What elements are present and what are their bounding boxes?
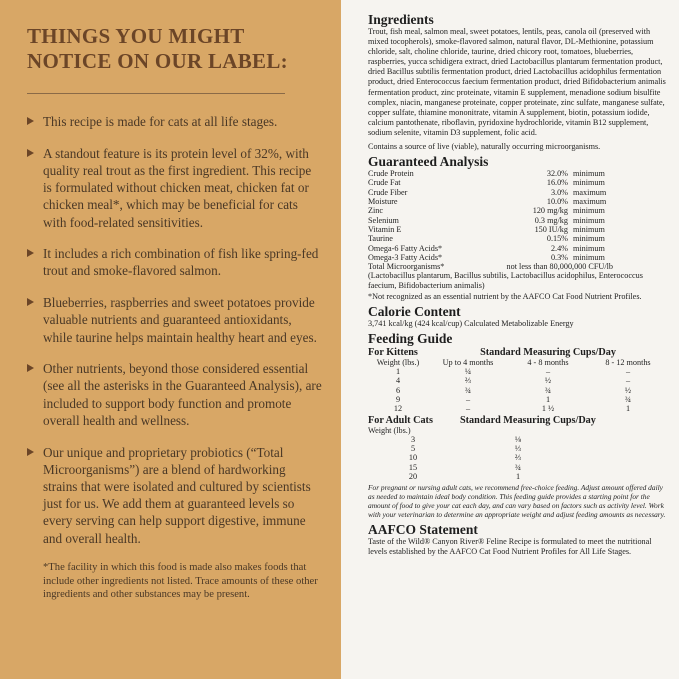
ga-qualifier: minimum <box>573 169 605 179</box>
weight-cell: 15 <box>408 462 418 472</box>
ga-nutrient: Crude Protein <box>368 169 414 179</box>
ga-value: 120 mg/kg <box>532 206 568 216</box>
ga-nutrient: Zinc <box>368 206 384 216</box>
cups-cell: ¼ <box>464 367 472 377</box>
ga-nutrient: Selenium <box>368 215 399 225</box>
title-line-1: THINGS YOU MIGHT <box>27 24 245 48</box>
aafco-statement-text: Taste of the Wild® Canyon River® Feline Recipe is formulated to meet the nutritional levels established by the AAFCO Cat Food Nutrient Profiles for All Life Stages. <box>368 536 652 557</box>
cups-cell: – <box>545 367 551 377</box>
calorie-content-text: 3,741 kcal/kg (424 kcal/cup) Calculated Metabolizable Energy <box>368 318 574 328</box>
kitten-feeding-row <box>368 395 668 404</box>
cups-cell: – <box>465 394 471 404</box>
ga-row <box>368 225 653 234</box>
weight-cell: 20 <box>408 472 418 482</box>
adult-feeding-table <box>368 415 596 482</box>
ingredients-text: Trout, fish meal, salmon meal, sweet potatoes, lentils, peas, canola oil (preserved with mixed tocopherols), smoke-flavored salmon, natural flavor, DL-Methionine, potassium chloride, salt, choline chloride, taurine, dried chicory root, tomatoes, blueberries, raspberries, yucca schidigera extract, dried Lactobacillus plantarum fermentation product, dried Bacillus subtilis fermentation product, dried Lactobacillus acidophilus fermentation product, dried Enterococcus faecium fermentation product, dried Bifidobacterium animalis fermentation product, zinc proteinate, vitamin E supplement, menadione sodium bisulfite complex, niacin, manganese proteinate, copper proteinate, zinc sulfate, manganese sulfate, copper sulfate, thiamine mononitrate, vitamin A supplement, biotin, potassium iodide, calcium pantothenate, riboflavin, pyridoxine hydrochloride, vitamin B12 supplement, sodium selenite, vitamin D3 supplement, folic acid. <box>368 27 666 137</box>
ga-row <box>368 234 653 243</box>
cups-cell: 1 <box>515 472 521 482</box>
ga-nutrient: Moisture <box>368 197 398 207</box>
adult-col-weight: Weight (lbs.) <box>368 425 411 435</box>
ga-row <box>368 253 653 262</box>
triangle-bullet-icon <box>27 249 34 257</box>
adult-feeding-row <box>368 453 596 462</box>
kitten-feeding-table <box>368 347 668 414</box>
ga-row <box>368 244 653 253</box>
ga-value: 150 IU/kg <box>534 224 568 234</box>
ga-qualifier: maximum <box>573 197 607 207</box>
ga-qualifier: minimum <box>573 234 605 244</box>
ga-value: 3.0% <box>550 187 568 197</box>
cups-cell: 1 ½ <box>541 404 555 414</box>
cups-cell: ½ <box>544 376 552 386</box>
adults-label: For Adult Cats <box>368 414 433 426</box>
ga-value: 16.0% <box>546 178 568 188</box>
kitten-feeding-row <box>368 376 668 385</box>
ga-row <box>368 262 653 271</box>
bullet-item: Other nutrients, beyond those considered essential (see all the asterisks in the Guaranteed Analysis), are included to support body function and promote overall health and wellness. <box>27 360 323 429</box>
kittens-cups-label: Standard Measuring Cups/Day <box>480 346 616 358</box>
calorie-content-heading: Calorie Content <box>368 303 461 319</box>
kitten-col-8-12: 8 - 12 months <box>605 357 651 367</box>
ga-nutrient: Vitamin E <box>368 224 402 234</box>
bullet-item: A standout feature is its protein level of 32%, with quality real trout as the first ingredient. This recipe is formulated without chicken meat, chicken fat or chicken meal*, which may be beneficial for cats with food-related sensitivities. <box>27 145 323 231</box>
ga-nutrient: Total Microorganisms* <box>368 262 445 272</box>
kitten-col-weight: Weight (lbs.) <box>376 357 420 367</box>
adult-feeding-row <box>368 472 596 481</box>
bullet-item: It includes a rich combination of fish like spring-fed trout and smoke-flavored salmon. <box>27 245 323 279</box>
ga-qualifier: minimum <box>573 215 605 225</box>
ga-qualifier: minimum <box>573 206 605 216</box>
ga-qualifier: minimum <box>573 243 605 253</box>
ga-value: 10.0% <box>546 197 568 207</box>
triangle-bullet-icon <box>27 298 34 306</box>
kitten-col-0-4: Up to 4 months <box>442 357 494 367</box>
cups-cell: – <box>465 404 471 414</box>
ga-qualifier: minimum <box>573 224 605 234</box>
kittens-label: For Kittens <box>368 346 418 358</box>
ga-row <box>368 197 653 206</box>
footnote: *The facility in which this food is made also makes foods that include other ingredients not listed. Trace amounts of these other ingredients and other substances may be present. <box>43 562 318 601</box>
aafco-statement-heading: AAFCO Statement <box>368 521 478 537</box>
cups-cell: – <box>625 376 631 386</box>
ga-nutrient: Taurine <box>368 234 393 244</box>
ga-qualifier: minimum <box>573 252 605 262</box>
cups-cell: ½ <box>624 385 632 395</box>
guaranteed-analysis-heading: Guaranteed Analysis <box>368 154 489 170</box>
weight-cell: 1 <box>395 367 401 377</box>
cups-cell: 1 <box>545 394 551 404</box>
bullet-item: Our unique and proprietary probiotics (“Total Microorganisms”) are a blend of hardworking strains that were isolated and cultured by scientists just for us. We add them at guaranteed levels so every serving can help support digestive, immune and overall health. <box>27 444 323 547</box>
ga-qualifier: maximum <box>573 187 607 197</box>
weight-cell: 6 <box>395 385 401 395</box>
cups-cell: ¾ <box>464 385 472 395</box>
ingredients-heading: Ingredients <box>368 12 434 27</box>
ga-qualifier: minimum <box>573 178 605 188</box>
weight-cell: 3 <box>410 434 416 444</box>
ga-value: 0.3 mg/kg <box>534 215 568 225</box>
aafco-footnote: *Not recognized as an essential nutrient by the AAFCO Cat Food Nutrient Profiles. <box>368 291 642 301</box>
kitten-feeding-row <box>368 367 668 376</box>
bullet-list <box>27 113 323 547</box>
weight-cell: 9 <box>395 394 401 404</box>
ga-nutrient: Crude Fiber <box>368 187 408 197</box>
ga-row <box>368 188 653 197</box>
ga-row <box>368 206 653 215</box>
cups-cell: ⅔ <box>464 376 472 386</box>
microorganism-species: (Lactobacillus plantarum, Bacillus subtilis, Lactobacillus acidophilus, Enterococcus faecium, Bifidobacterium animalis) <box>368 271 643 291</box>
ga-nutrient: Omega-3 Fatty Acids* <box>368 252 443 262</box>
feeding-note: For pregnant or nursing adult cats, we recommend free-choice feeding. Adjust amount offered daily as needed to maintain ideal body condition. This feeding guide provides a starting point for the amount of food to give your cat each day, and can vary based on factors such as activity level. Work with your veterinarian to determine an appropriate weight and adjust feeding amounts as necessary. <box>368 483 666 520</box>
triangle-bullet-icon <box>27 149 34 157</box>
ga-value: 0.15% <box>546 234 568 244</box>
kitten-col-4-8: 4 - 8 months <box>527 357 569 367</box>
ga-nutrient: Crude Fat <box>368 178 401 188</box>
guaranteed-analysis-table <box>368 169 653 271</box>
weight-cell: 4 <box>395 376 401 386</box>
triangle-bullet-icon <box>27 364 34 372</box>
ga-row <box>368 169 653 178</box>
weight-cell: 10 <box>408 453 418 463</box>
cups-cell: ⅓ <box>514 444 522 454</box>
feeding-guide-heading: Feeding Guide <box>368 330 453 346</box>
divider <box>27 93 285 94</box>
triangle-bullet-icon <box>27 448 34 456</box>
ga-nutrient: Omega-6 Fatty Acids* <box>368 243 443 253</box>
ga-value: 2.4% <box>550 243 568 253</box>
title-line-2: NOTICE ON OUR LABEL: <box>27 49 288 73</box>
cups-cell: – <box>625 367 631 377</box>
adult-feeding-row <box>368 435 596 444</box>
nutrition-label-panel <box>341 0 679 679</box>
adult-feeding-row <box>368 463 596 472</box>
panel-title <box>27 24 323 74</box>
ga-value: not less than 80,000,000 CFU/lb <box>506 262 613 272</box>
adult-feeding-row <box>368 444 596 453</box>
weight-cell: 12 <box>393 404 403 414</box>
kitten-feeding-row <box>368 386 668 395</box>
triangle-bullet-icon <box>27 117 34 125</box>
cups-cell: ⅔ <box>514 453 522 463</box>
ga-row <box>368 178 653 187</box>
ga-row <box>368 216 653 225</box>
weight-cell: 5 <box>410 444 416 454</box>
ga-value: 0.3% <box>550 252 568 262</box>
ga-value: 32.0% <box>546 169 568 179</box>
kitten-feeding-row <box>368 404 668 413</box>
adults-cups-label: Standard Measuring Cups/Day <box>460 414 596 426</box>
cups-cell: 1 <box>625 404 631 414</box>
bullet-item: Blueberries, raspberries and sweet potatoes provide valuable nutrients and guaranteed antioxidants, while taurine helps maintain healthy heart and eyes. <box>27 294 323 346</box>
cups-cell: ¾ <box>624 394 632 404</box>
microorganisms-source-text: Contains a source of live (viable), naturally occurring microorganisms. <box>368 142 601 152</box>
bullet-item: This recipe is made for cats at all life stages. <box>27 113 323 130</box>
cups-cell: ¾ <box>514 462 522 472</box>
cups-cell: ⅛ <box>514 434 522 444</box>
cups-cell: ¾ <box>544 385 552 395</box>
